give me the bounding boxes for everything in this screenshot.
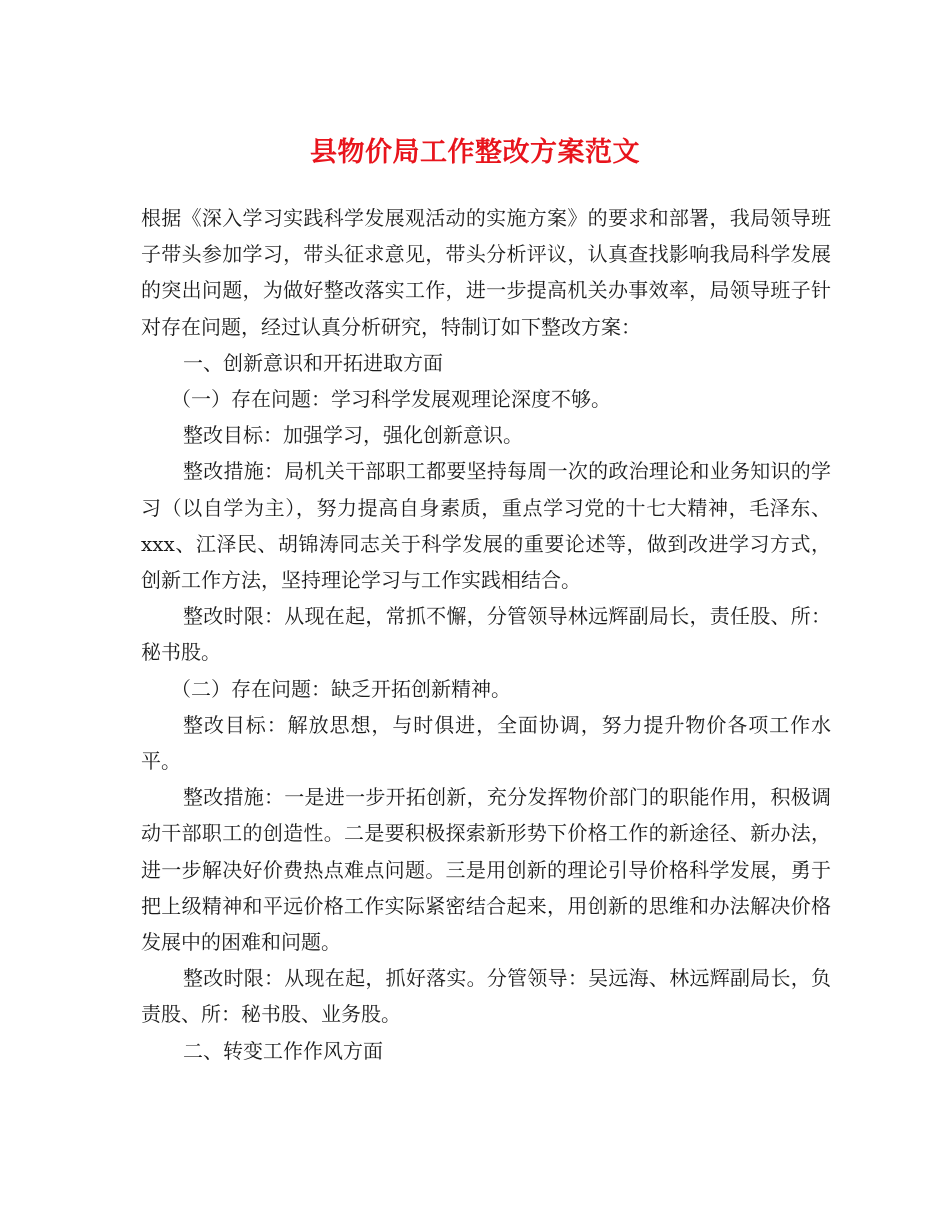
- document-title: 县物价局工作整改方案范文: [310, 137, 640, 168]
- paragraph-measures-2: 整改措施：一是进一步开拓创新，充分发挥物价部门的职能作用，积极调动干部职工的创造性。二是要积极探索新形势下价格工作的新途径、新办法，进一步解决好价费热点难点问题。三是用创新的理论引导价格科学发展，勇于把上级精神和平远价格工作实际紧密结合起来，用创新的思维和办法解决价格发展中的困难和问题。: [141, 785, 831, 955]
- paragraph-intro: 根据《深入学习实践科学发展观活动的实施方案》的要求和部署，我局领导班子带头参加学习，带头征求意见，带头分析评议，认真查找影响我局科学发展的突出问题，为做好整改落实工作，进一步提高机关办事效率，局领导班子针对存在问题，经过认真分析研究，特制订如下整改方案：: [141, 206, 831, 339]
- paragraph-goal-2: 整改目标：解放思想，与时俱进，全面协调，努力提升物价各项工作水平。: [141, 712, 831, 774]
- paragraph-goal-1: 整改目标：加强学习，强化创新意识。: [183, 423, 523, 448]
- section-heading-1: 一、创新意识和开拓进取方面: [183, 350, 443, 375]
- paragraph-measures-1: 整改措施：局机关干部职工都要坚持每周一次的政治理论和业务知识的学习（以自学为主），努力提高自身素质，重点学习党的十七大精神，毛泽东、xxx、江泽民、胡锦涛同志关于科学发展的重要论述等，做到改进学习方式，创新工作方法，坚持理论学习与工作实践相结合。: [141, 459, 831, 593]
- paragraph-deadline-1: 整改时限：从现在起，常抓不懈，分管领导林远辉副局长，责任股、所：秘书股。: [141, 604, 831, 665]
- subsection-issue-2: （二）存在问题：缺乏开拓创新精神。: [171, 676, 511, 701]
- section-heading-2: 二、转变工作作风方面: [183, 1038, 383, 1063]
- document-body: [141, 200, 831, 1069]
- paragraph-deadline-2: 整改时限：从现在起，抓好落实。分管领导：吴远海、林远辉副局长，负责股、所：秘书股、业务股。: [141, 966, 831, 1027]
- subsection-issue-1: （一）存在问题：学习科学发展观理论深度不够。: [171, 387, 611, 412]
